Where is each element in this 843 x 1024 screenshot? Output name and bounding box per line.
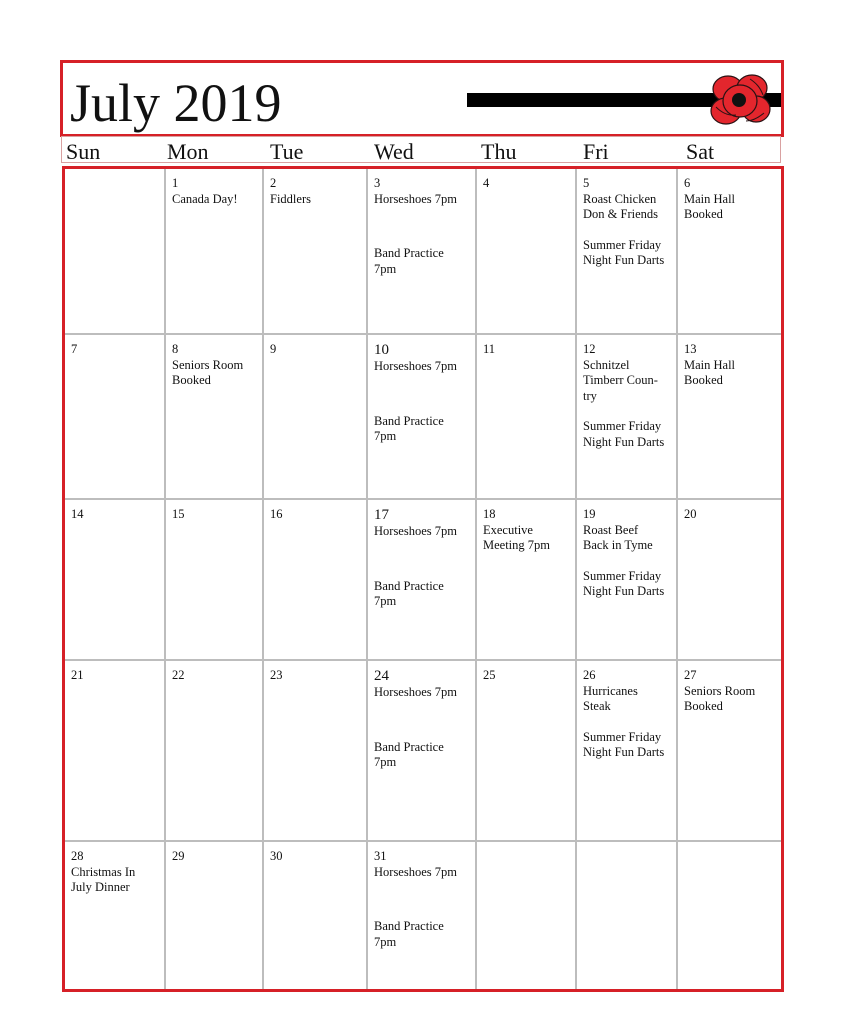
event-text: Roast Chicken Don & Friends bbox=[583, 191, 658, 221]
event-text: Main Hall Booked bbox=[684, 357, 736, 387]
event-text: Canada Day! bbox=[172, 191, 238, 206]
day-cell bbox=[166, 169, 262, 333]
calendar-header bbox=[60, 60, 784, 137]
day-number: 5 bbox=[583, 176, 590, 190]
day-cell bbox=[678, 842, 781, 992]
poppy-icon bbox=[708, 71, 772, 131]
day-cell bbox=[166, 842, 262, 992]
day-cell bbox=[264, 169, 366, 333]
day-number: 23 bbox=[270, 668, 283, 682]
weekday-sat: Sat bbox=[686, 139, 715, 164]
event-text: Horseshoes 7pm bbox=[374, 191, 457, 206]
weekday-thu: Thu bbox=[481, 139, 517, 164]
day-number: 28 bbox=[71, 849, 84, 863]
day-number: 16 bbox=[270, 507, 283, 521]
event-text: Main Hall Booked bbox=[684, 191, 736, 221]
day-cell bbox=[678, 661, 781, 840]
day-number: 21 bbox=[71, 668, 84, 682]
event-text: Summer Friday Night Fun Darts bbox=[583, 237, 665, 267]
day-number: 4 bbox=[483, 176, 490, 190]
day-cell bbox=[368, 661, 475, 840]
day-number: 7 bbox=[71, 342, 78, 356]
day-number: 3 bbox=[374, 176, 381, 190]
day-cell bbox=[678, 335, 781, 498]
day-cell bbox=[166, 335, 262, 498]
day-cell bbox=[577, 169, 676, 333]
day-number: 10 bbox=[374, 342, 389, 358]
day-cell bbox=[577, 335, 676, 498]
event-text: Band Practice 7pm bbox=[374, 739, 444, 769]
day-cell bbox=[368, 842, 475, 992]
month-title: July 2019 bbox=[70, 73, 282, 133]
day-cell bbox=[65, 842, 164, 992]
day-number: 26 bbox=[583, 668, 596, 682]
event-text: Seniors Room Booked bbox=[684, 683, 756, 713]
day-number: 25 bbox=[483, 668, 496, 682]
day-number: 29 bbox=[172, 849, 185, 863]
day-cell bbox=[368, 500, 475, 659]
event-text: Executive Meeting 7pm bbox=[483, 522, 551, 552]
event-text: Hurricanes Steak bbox=[583, 683, 638, 713]
day-number: 30 bbox=[270, 849, 283, 863]
weekday-fri: Fri bbox=[583, 139, 609, 164]
event-text: Band Practice 7pm bbox=[374, 246, 444, 276]
day-cell bbox=[166, 661, 262, 840]
weekday-mon: Mon bbox=[167, 139, 209, 164]
day-number: 1 bbox=[172, 176, 179, 190]
day-cell bbox=[264, 335, 366, 498]
day-cell bbox=[368, 335, 475, 498]
day-cell bbox=[678, 500, 781, 659]
day-cell bbox=[166, 500, 262, 659]
event-text: Horseshoes 7pm bbox=[374, 524, 457, 538]
day-cell bbox=[477, 842, 575, 992]
calendar-grid bbox=[62, 166, 784, 992]
day-cell bbox=[477, 661, 575, 840]
event-text: Horseshoes 7pm bbox=[374, 685, 457, 699]
day-number: 19 bbox=[583, 507, 596, 521]
day-cell bbox=[65, 500, 164, 659]
day-cell bbox=[577, 500, 676, 659]
event-text: Band Practice 7pm bbox=[374, 413, 444, 443]
event-text: Horseshoes 7pm bbox=[374, 864, 457, 879]
day-number: 20 bbox=[684, 507, 697, 521]
event-text: Roast Beef Back in Tyme bbox=[583, 522, 653, 552]
weekday-header-row bbox=[61, 136, 781, 163]
weekday-wed: Wed bbox=[374, 139, 414, 164]
event-text: Summer Friday Night Fun Darts bbox=[583, 729, 665, 759]
event-text: Seniors Room Booked bbox=[172, 357, 244, 387]
day-number: 24 bbox=[374, 668, 389, 684]
day-number: 17 bbox=[374, 507, 389, 523]
day-cell bbox=[264, 842, 366, 992]
weekday-sun: Sun bbox=[66, 139, 101, 164]
day-number: 6 bbox=[684, 176, 691, 190]
event-text: Schnitzel Timberr Coun- try bbox=[583, 357, 658, 403]
day-number: 11 bbox=[483, 342, 496, 356]
day-number: 14 bbox=[71, 507, 84, 521]
day-cell bbox=[577, 661, 676, 840]
day-number: 15 bbox=[172, 507, 185, 521]
day-number: 31 bbox=[374, 849, 387, 863]
day-cell bbox=[577, 842, 676, 992]
day-number: 2 bbox=[270, 176, 277, 190]
day-number: 18 bbox=[483, 507, 496, 521]
event-text: Horseshoes 7pm bbox=[374, 359, 457, 373]
day-cell bbox=[477, 500, 575, 659]
day-cell bbox=[264, 500, 366, 659]
event-text: Summer Friday Night Fun Darts bbox=[583, 419, 665, 449]
day-cell bbox=[477, 169, 575, 333]
event-text: Band Practice 7pm bbox=[374, 919, 444, 949]
event-text: Christmas In July Dinner bbox=[71, 864, 136, 894]
event-text: Fiddlers bbox=[270, 191, 311, 206]
day-number: 9 bbox=[270, 342, 277, 356]
day-cell bbox=[65, 335, 164, 498]
day-cell bbox=[65, 169, 164, 333]
day-cell bbox=[368, 169, 475, 333]
day-cell bbox=[65, 661, 164, 840]
day-number: 8 bbox=[172, 342, 179, 356]
weekday-tue: Tue bbox=[270, 139, 304, 164]
day-number: 22 bbox=[172, 668, 185, 682]
event-text: Summer Friday Night Fun Darts bbox=[583, 568, 665, 598]
event-text: Band Practice 7pm bbox=[374, 578, 444, 608]
day-cell bbox=[477, 335, 575, 498]
day-cell bbox=[264, 661, 366, 840]
day-cell bbox=[678, 169, 781, 333]
day-number: 27 bbox=[684, 668, 697, 682]
day-number: 13 bbox=[684, 342, 697, 356]
day-number: 12 bbox=[583, 342, 596, 356]
